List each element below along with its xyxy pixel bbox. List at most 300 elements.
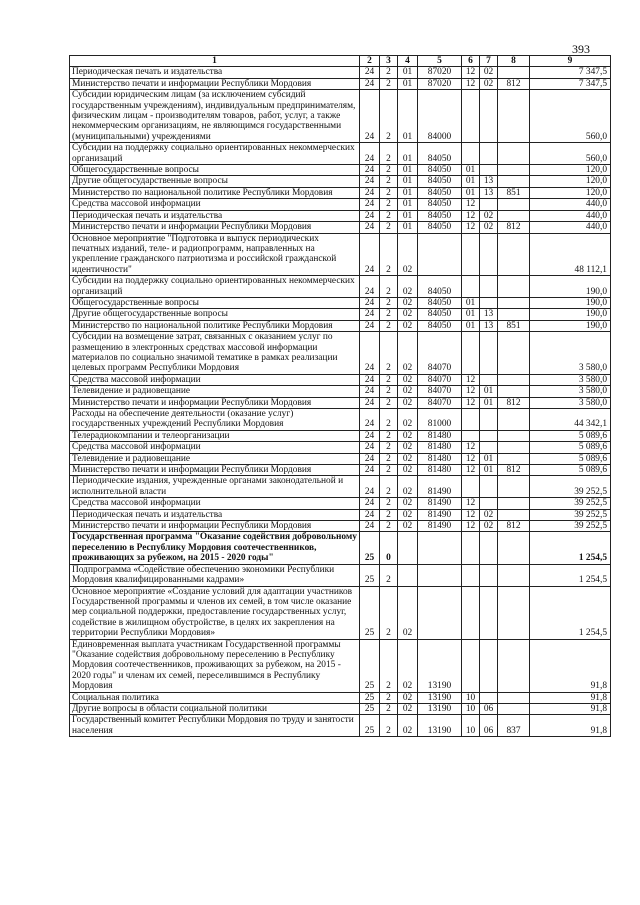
row-code-4: 02 (398, 233, 418, 276)
row-code-5: 84070 (418, 386, 462, 397)
table-row (70, 78, 611, 89)
row-amount: 5 089,6 (530, 453, 611, 464)
row-code-6: 01 (462, 309, 480, 320)
row-code-4: 02 (398, 430, 418, 441)
table-row (70, 386, 611, 397)
table-row (70, 703, 611, 714)
row-code-2: 24 (360, 297, 380, 308)
row-code-7 (480, 233, 498, 276)
table-row (70, 521, 611, 532)
row-code-6: 01 (462, 176, 480, 187)
row-description: Государственная программа "Оказание содействия добровольному переселению в Республику Мордовия соотечественников, проживающих за рубежом, на 2015 - 2020 годы" (70, 532, 360, 564)
row-code-5: 81490 (418, 476, 462, 498)
row-code-4: 01 (398, 210, 418, 221)
row-amount: 39 252,5 (530, 498, 611, 509)
row-description: Общегосударственные вопросы (70, 297, 360, 308)
row-description: Министерство печати и информации Республики Мордовия (70, 521, 360, 532)
row-code-7: 02 (480, 222, 498, 233)
row-code-2: 24 (360, 409, 380, 431)
row-code-4: 02 (398, 509, 418, 520)
row-code-3: 2 (380, 320, 398, 331)
row-code-8: 812 (498, 397, 530, 408)
header-row (70, 56, 611, 67)
row-code-3: 2 (380, 90, 398, 143)
row-code-7 (480, 332, 498, 375)
row-amount: 190,0 (530, 320, 611, 331)
row-amount: 48 112,1 (530, 233, 611, 276)
row-code-5 (418, 532, 462, 564)
row-code-6: 12 (462, 222, 480, 233)
row-code-2: 24 (360, 67, 380, 78)
row-code-7 (480, 90, 498, 143)
row-amount: 91,8 (530, 715, 611, 737)
row-code-3: 2 (380, 78, 398, 89)
col-header-2: 2 (360, 56, 380, 67)
row-code-6: 12 (462, 465, 480, 476)
row-amount: 7 347,5 (530, 67, 611, 78)
row-code-4: 02 (398, 386, 418, 397)
row-amount: 7 347,5 (530, 78, 611, 89)
table-row (70, 586, 611, 639)
row-code-2: 24 (360, 90, 380, 143)
row-code-7 (480, 692, 498, 703)
row-code-2: 24 (360, 374, 380, 385)
row-description: Телевидение и радиовещание (70, 386, 360, 397)
row-code-8: 837 (498, 715, 530, 737)
budget-table (69, 55, 611, 737)
row-code-6: 01 (462, 297, 480, 308)
row-code-6: 12 (462, 67, 480, 78)
row-code-7 (480, 476, 498, 498)
row-description: Министерство печати и информации Республики Мордовия (70, 397, 360, 408)
row-code-6: 12 (462, 397, 480, 408)
row-code-7 (480, 639, 498, 692)
row-code-6: 12 (462, 386, 480, 397)
row-code-8: 851 (498, 320, 530, 331)
row-code-7 (480, 586, 498, 639)
row-code-2: 24 (360, 165, 380, 176)
row-code-3: 2 (380, 297, 398, 308)
row-code-6 (462, 430, 480, 441)
row-code-3: 2 (380, 143, 398, 165)
row-code-6 (462, 476, 480, 498)
row-code-5: 13190 (418, 715, 462, 737)
row-description: Министерство печати и информации Республики Мордовия (70, 222, 360, 233)
row-code-3: 0 (380, 532, 398, 564)
row-amount: 190,0 (530, 297, 611, 308)
row-code-5: 84050 (418, 143, 462, 165)
row-code-3: 2 (380, 276, 398, 298)
row-code-3: 2 (380, 233, 398, 276)
table-row (70, 309, 611, 320)
row-code-6: 01 (462, 320, 480, 331)
row-code-7: 13 (480, 320, 498, 331)
row-description: Другие общегосударственные вопросы (70, 176, 360, 187)
row-code-7 (480, 498, 498, 509)
row-code-5: 81480 (418, 442, 462, 453)
row-code-6: 01 (462, 187, 480, 198)
row-code-8: 812 (498, 465, 530, 476)
row-amount: 39 252,5 (530, 521, 611, 532)
table-row (70, 332, 611, 375)
row-code-2: 24 (360, 521, 380, 532)
table-row (70, 199, 611, 210)
row-amount: 1 254,5 (530, 586, 611, 639)
row-code-7 (480, 276, 498, 298)
row-code-3: 2 (380, 715, 398, 737)
row-code-5: 84050 (418, 222, 462, 233)
row-code-6: 12 (462, 199, 480, 210)
row-amount: 1 254,5 (530, 532, 611, 564)
col-header-1: 1 (70, 56, 360, 67)
row-code-2: 24 (360, 210, 380, 221)
row-code-5: 84050 (418, 320, 462, 331)
row-code-5: 84070 (418, 332, 462, 375)
col-header-6: 6 (462, 56, 480, 67)
row-amount: 560,0 (530, 90, 611, 143)
row-description: Министерство по национальной политике Республики Мордовия (70, 320, 360, 331)
row-description: Субсидии на поддержку социально ориентированных некоммерческих организаций (70, 143, 360, 165)
table-row (70, 374, 611, 385)
row-amount: 440,0 (530, 222, 611, 233)
table-row (70, 222, 611, 233)
row-code-4: 01 (398, 222, 418, 233)
row-code-5 (418, 233, 462, 276)
row-code-6 (462, 143, 480, 165)
row-code-2: 24 (360, 320, 380, 331)
row-description: Периодическая печать и издательства (70, 210, 360, 221)
row-amount: 3 580,0 (530, 397, 611, 408)
row-code-8 (498, 297, 530, 308)
row-code-2: 24 (360, 397, 380, 408)
row-code-5: 81490 (418, 521, 462, 532)
row-code-8 (498, 586, 530, 639)
row-code-4 (398, 532, 418, 564)
row-description: Министерство печати и информации Республики Мордовия (70, 465, 360, 476)
row-code-4: 02 (398, 309, 418, 320)
row-description: Другие вопросы в области социальной политики (70, 703, 360, 714)
row-code-8 (498, 564, 530, 586)
row-code-6: 10 (462, 703, 480, 714)
row-description: Министерство печати и информации Республики Мордовия (70, 78, 360, 89)
row-code-8 (498, 476, 530, 498)
table-row (70, 442, 611, 453)
table-row (70, 409, 611, 431)
row-code-2: 24 (360, 430, 380, 441)
row-code-3: 2 (380, 692, 398, 703)
row-description: Средства массовой информации (70, 374, 360, 385)
row-description: Субсидии на поддержку социально ориентированных некоммерческих организаций (70, 276, 360, 298)
row-code-5: 84000 (418, 90, 462, 143)
row-code-6: 12 (462, 509, 480, 520)
row-code-8 (498, 409, 530, 431)
row-code-7: 13 (480, 187, 498, 198)
row-code-5: 13190 (418, 692, 462, 703)
row-amount: 1 254,5 (530, 564, 611, 586)
table-row (70, 509, 611, 520)
row-code-5: 84050 (418, 187, 462, 198)
row-code-5: 87020 (418, 67, 462, 78)
row-code-5: 87020 (418, 78, 462, 89)
row-code-8 (498, 210, 530, 221)
row-code-2: 24 (360, 442, 380, 453)
row-code-4: 02 (398, 276, 418, 298)
row-code-8: 812 (498, 521, 530, 532)
row-description: Средства массовой информации (70, 498, 360, 509)
row-code-5: 13190 (418, 703, 462, 714)
row-code-3: 2 (380, 453, 398, 464)
row-amount: 44 342,1 (530, 409, 611, 431)
row-code-2: 24 (360, 453, 380, 464)
row-code-7: 02 (480, 521, 498, 532)
row-code-4: 02 (398, 586, 418, 639)
row-code-5: 81490 (418, 509, 462, 520)
table-row (70, 430, 611, 441)
row-code-2: 24 (360, 143, 380, 165)
row-code-4: 02 (398, 476, 418, 498)
table-row (70, 187, 611, 198)
row-code-3: 2 (380, 176, 398, 187)
row-description: Периодическая печать и издательства (70, 509, 360, 520)
row-code-6: 12 (462, 521, 480, 532)
row-code-6: 10 (462, 715, 480, 737)
table-row (70, 397, 611, 408)
row-code-5: 84070 (418, 374, 462, 385)
row-code-3: 2 (380, 210, 398, 221)
row-description: Периодические издания, учрежденные органами законодательной и исполнительной власти (70, 476, 360, 498)
row-code-3: 2 (380, 465, 398, 476)
table-row (70, 692, 611, 703)
row-code-3: 2 (380, 409, 398, 431)
col-header-5: 5 (418, 56, 462, 67)
table-row (70, 176, 611, 187)
row-code-5: 84050 (418, 165, 462, 176)
row-code-4: 02 (398, 703, 418, 714)
row-amount: 5 089,6 (530, 442, 611, 453)
table-row (70, 532, 611, 564)
row-code-2: 24 (360, 465, 380, 476)
row-code-6 (462, 233, 480, 276)
row-description: Подпрограмма «Содействие обеспечению экономики Республики Мордовия квалифицированными кадрами» (70, 564, 360, 586)
row-code-6 (462, 586, 480, 639)
row-code-4: 02 (398, 639, 418, 692)
row-amount: 39 252,5 (530, 476, 611, 498)
row-code-8 (498, 233, 530, 276)
row-code-7: 01 (480, 386, 498, 397)
row-code-8: 812 (498, 222, 530, 233)
row-code-6: 12 (462, 210, 480, 221)
row-code-2: 25 (360, 692, 380, 703)
row-description: Единовременная выплата участникам Государственной программы "Оказание содействия добровольному переселению в Республику Мордовия соотечественников, проживающих за рубежом, на 2015 - 2020 годы" и членам их семей, переселившимся в Республику Мордовия (70, 639, 360, 692)
row-code-5: 13190 (418, 639, 462, 692)
table-row (70, 320, 611, 331)
row-description: Периодическая печать и издательства (70, 67, 360, 78)
table-row (70, 639, 611, 692)
row-code-7: 01 (480, 465, 498, 476)
row-code-4: 02 (398, 320, 418, 331)
row-code-8: 812 (498, 78, 530, 89)
row-code-4: 02 (398, 498, 418, 509)
row-code-6: 12 (462, 442, 480, 453)
row-code-7 (480, 165, 498, 176)
row-code-4 (398, 564, 418, 586)
row-code-3: 2 (380, 476, 398, 498)
row-amount: 3 580,0 (530, 374, 611, 385)
col-header-4: 4 (398, 56, 418, 67)
table-body (70, 67, 611, 737)
row-code-4: 02 (398, 442, 418, 453)
row-code-2: 25 (360, 564, 380, 586)
row-code-7 (480, 564, 498, 586)
row-code-3: 2 (380, 386, 398, 397)
row-code-7: 02 (480, 210, 498, 221)
table-row (70, 564, 611, 586)
row-code-4: 02 (398, 409, 418, 431)
row-description: Другие общегосударственные вопросы (70, 309, 360, 320)
row-code-8 (498, 176, 530, 187)
row-code-8 (498, 703, 530, 714)
row-code-8 (498, 276, 530, 298)
col-header-7: 7 (480, 56, 498, 67)
row-code-2: 25 (360, 715, 380, 737)
table-row (70, 297, 611, 308)
row-code-3: 2 (380, 564, 398, 586)
row-code-4: 02 (398, 374, 418, 385)
row-code-8 (498, 374, 530, 385)
row-code-4: 02 (398, 692, 418, 703)
row-code-3: 2 (380, 442, 398, 453)
row-code-2: 24 (360, 332, 380, 375)
row-amount: 91,8 (530, 703, 611, 714)
row-code-7: 02 (480, 67, 498, 78)
row-amount: 190,0 (530, 309, 611, 320)
row-code-8 (498, 430, 530, 441)
row-description: Средства массовой информации (70, 199, 360, 210)
row-code-2: 24 (360, 176, 380, 187)
row-code-3: 2 (380, 309, 398, 320)
row-code-4: 01 (398, 143, 418, 165)
row-description: Средства массовой информации (70, 442, 360, 453)
table-row (70, 476, 611, 498)
row-amount: 120,0 (530, 176, 611, 187)
table-row (70, 165, 611, 176)
row-code-6 (462, 90, 480, 143)
row-amount: 91,8 (530, 692, 611, 703)
row-code-4: 02 (398, 521, 418, 532)
row-code-2: 24 (360, 233, 380, 276)
row-code-4: 02 (398, 465, 418, 476)
row-code-3: 2 (380, 374, 398, 385)
row-code-4: 01 (398, 67, 418, 78)
table-row (70, 465, 611, 476)
row-code-7 (480, 199, 498, 210)
row-code-6 (462, 564, 480, 586)
row-code-2: 24 (360, 498, 380, 509)
col-header-8: 8 (498, 56, 530, 67)
table-row (70, 715, 611, 737)
row-code-2: 24 (360, 187, 380, 198)
row-amount: 3 580,0 (530, 386, 611, 397)
row-amount: 5 089,6 (530, 465, 611, 476)
row-description: Субсидии на возмещение затрат, связанных с оказанием услуг по размещению в электронных средствах массовой информации материалов по социально значимой тематике в рамках реализации целевых программ Республики Мордовия (70, 332, 360, 375)
row-code-5: 84050 (418, 199, 462, 210)
row-code-5 (418, 586, 462, 639)
row-code-3: 2 (380, 199, 398, 210)
row-code-5: 84050 (418, 176, 462, 187)
row-description: Основное мероприятие "Подготовка и выпуск периодических печатных изданий, теле- и радиопрограмм, направленных на укрепление гражданского патриотизма и российской гражданской идентичности" (70, 233, 360, 276)
row-code-3: 2 (380, 165, 398, 176)
row-code-8 (498, 386, 530, 397)
row-code-2: 24 (360, 309, 380, 320)
row-code-7: 13 (480, 309, 498, 320)
row-code-3: 2 (380, 67, 398, 78)
page-number: 393 (572, 42, 590, 56)
row-code-4: 01 (398, 187, 418, 198)
row-code-8: 851 (498, 187, 530, 198)
table-row (70, 276, 611, 298)
row-code-5: 84050 (418, 210, 462, 221)
row-code-7: 06 (480, 703, 498, 714)
row-code-6: 10 (462, 692, 480, 703)
row-code-4: 02 (398, 715, 418, 737)
row-code-5: 81000 (418, 409, 462, 431)
row-amount: 3 580,0 (530, 332, 611, 375)
row-code-6: 12 (462, 374, 480, 385)
row-description: Общегосударственные вопросы (70, 165, 360, 176)
row-code-7: 01 (480, 397, 498, 408)
row-code-4: 01 (398, 78, 418, 89)
row-code-5: 81480 (418, 430, 462, 441)
row-code-8 (498, 509, 530, 520)
row-amount: 190,0 (530, 276, 611, 298)
row-amount: 91,8 (530, 639, 611, 692)
row-code-3: 2 (380, 521, 398, 532)
row-description: Основное мероприятие «Создание условий для адаптации участников Государственной программы и членов их семей, в том числе оказание мер социальной поддержки, предоставление государственных услуг, содействие в жилищном обустройстве, в целях их закрепления на территории Республики Мордовия» (70, 586, 360, 639)
row-code-6: 01 (462, 165, 480, 176)
row-description: Субсидии юридическим лицам (за исключением субсидий государственным учреждениям), индивидуальным предпринимателям, физическим лицам - производителям товаров, работ, услуг, а также некоммерческим организациям, не являющимся государственными (муниципальными) учреждениями (70, 90, 360, 143)
table-row (70, 67, 611, 78)
row-code-7 (480, 532, 498, 564)
row-code-4: 02 (398, 332, 418, 375)
row-code-8 (498, 453, 530, 464)
row-code-7 (480, 430, 498, 441)
row-code-3: 2 (380, 222, 398, 233)
row-code-6 (462, 532, 480, 564)
row-amount: 440,0 (530, 210, 611, 221)
row-code-5: 81480 (418, 465, 462, 476)
row-description: Телерадиокомпании и телеорганизации (70, 430, 360, 441)
row-code-2: 24 (360, 476, 380, 498)
row-code-6 (462, 276, 480, 298)
row-code-2: 24 (360, 78, 380, 89)
table-row (70, 498, 611, 509)
row-code-8 (498, 498, 530, 509)
row-code-5: 84050 (418, 297, 462, 308)
table-row (70, 90, 611, 143)
row-code-8 (498, 143, 530, 165)
row-code-2: 25 (360, 532, 380, 564)
row-code-4: 02 (398, 297, 418, 308)
row-code-3: 2 (380, 332, 398, 375)
row-code-8 (498, 165, 530, 176)
row-code-5: 81480 (418, 453, 462, 464)
row-code-5 (418, 564, 462, 586)
row-code-4: 01 (398, 176, 418, 187)
row-code-2: 24 (360, 386, 380, 397)
row-amount: 560,0 (530, 143, 611, 165)
row-code-7 (480, 442, 498, 453)
row-amount: 120,0 (530, 187, 611, 198)
